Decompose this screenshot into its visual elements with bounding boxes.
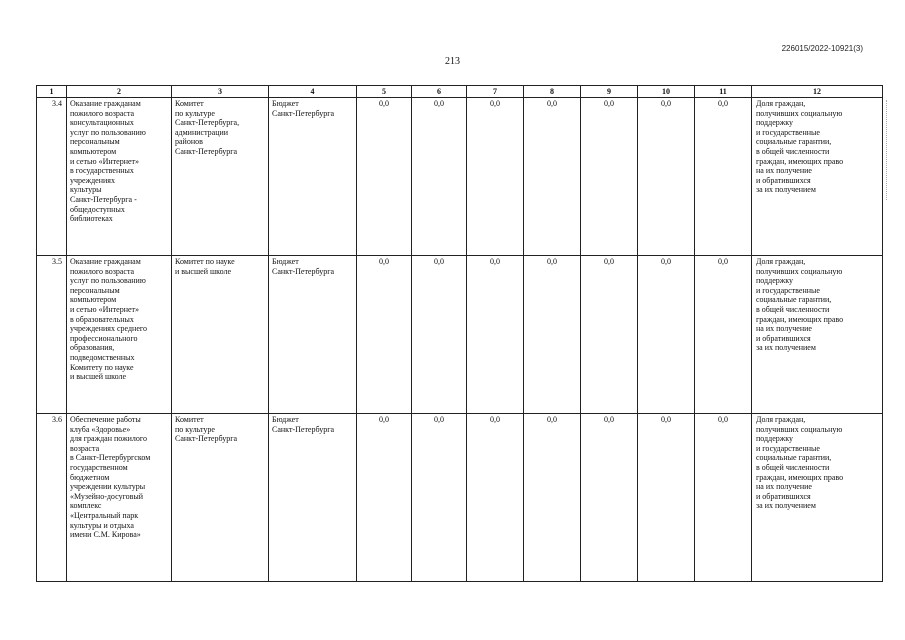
value-cell: 0,0 bbox=[581, 98, 638, 256]
value-cell: 0,0 bbox=[581, 256, 638, 414]
column-header: 3 bbox=[172, 86, 269, 98]
column-header: 5 bbox=[357, 86, 412, 98]
scan-margin-marks bbox=[884, 100, 887, 200]
value-cell: 0,0 bbox=[638, 414, 695, 582]
value-cell: 0,0 bbox=[524, 256, 581, 414]
executor-cell: Комитет по культуре Санкт-Петербурга, администрации районов Санкт-Петербурга bbox=[172, 98, 269, 256]
value-cell: 0,0 bbox=[581, 414, 638, 582]
column-header: 10 bbox=[638, 86, 695, 98]
value-cell: 0,0 bbox=[357, 414, 412, 582]
column-header: 12 bbox=[752, 86, 883, 98]
indicator-cell: Доля граждан, получивших социальную поддержку и государственные социальные гарантии, в общей численности граждан, имеющих право на их получение и обратившихся за их получением bbox=[752, 98, 883, 256]
value-cell: 0,0 bbox=[412, 98, 467, 256]
value-cell: 0,0 bbox=[638, 98, 695, 256]
funding-source-cell: Бюджет Санкт-Петербурга bbox=[269, 98, 357, 256]
indicator-cell: Доля граждан, получивших социальную поддержку и государственные социальные гарантии, в общей численности граждан, имеющих право на их получение и обратившихся за их получением bbox=[752, 256, 883, 414]
executor-cell: Комитет по науке и высшей школе bbox=[172, 256, 269, 414]
value-cell: 0,0 bbox=[524, 98, 581, 256]
measure-cell: Обеспечение работы клуба «Здоровье» для граждан пожилого возраста в Санкт-Петербургском государственном бюджетном учреждении культуры «Музейно-досуговый комплекс «Центральный парк культуры и отдыха имени С.М. Кирова» bbox=[67, 414, 172, 582]
column-header: 9 bbox=[581, 86, 638, 98]
measure-cell: Оказание гражданам пожилого возраста услуг по пользованию персональным компьютером и сетью «Интернет» в образовательных учреждениях среднего профессионального образования, подведомственных Комитету по науке и высшей школе bbox=[67, 256, 172, 414]
indicator-cell: Доля граждан, получивших социальную поддержку и государственные социальные гарантии, в общей численности граждан, имеющих право на их получение и обратившихся за их получением bbox=[752, 414, 883, 582]
column-header: 7 bbox=[467, 86, 524, 98]
column-header: 4 bbox=[269, 86, 357, 98]
column-header: 6 bbox=[412, 86, 467, 98]
value-cell: 0,0 bbox=[357, 98, 412, 256]
table-row bbox=[37, 414, 883, 582]
value-cell: 0,0 bbox=[467, 98, 524, 256]
row-number: 3.5 bbox=[37, 256, 67, 414]
table-row bbox=[37, 98, 883, 256]
value-cell: 0,0 bbox=[695, 414, 752, 582]
executor-cell: Комитет по культуре Санкт-Петербурга bbox=[172, 414, 269, 582]
row-number: 3.4 bbox=[37, 98, 67, 256]
value-cell: 0,0 bbox=[467, 256, 524, 414]
value-cell: 0,0 bbox=[412, 256, 467, 414]
column-header: 11 bbox=[695, 86, 752, 98]
column-header: 2 bbox=[67, 86, 172, 98]
measure-cell: Оказание гражданам пожилого возраста консультационных услуг по пользованию персональным компьютером и сетью «Интернет» в государственных учреждениях культуры Санкт-Петербурга - общедоступных библиотеках bbox=[67, 98, 172, 256]
column-header: 1 bbox=[37, 86, 67, 98]
row-number: 3.6 bbox=[37, 414, 67, 582]
value-cell: 0,0 bbox=[524, 414, 581, 582]
value-cell: 0,0 bbox=[412, 414, 467, 582]
value-cell: 0,0 bbox=[357, 256, 412, 414]
funding-source-cell: Бюджет Санкт-Петербурга bbox=[269, 414, 357, 582]
funding-source-cell: Бюджет Санкт-Петербурга bbox=[269, 256, 357, 414]
header-row bbox=[37, 86, 883, 98]
program-table bbox=[36, 85, 883, 582]
document-id: 226015/2022-10921(3) bbox=[781, 44, 863, 53]
page-number: 213 bbox=[445, 56, 460, 67]
value-cell: 0,0 bbox=[638, 256, 695, 414]
column-header: 8 bbox=[524, 86, 581, 98]
value-cell: 0,0 bbox=[695, 256, 752, 414]
value-cell: 0,0 bbox=[467, 414, 524, 582]
table-row bbox=[37, 256, 883, 414]
value-cell: 0,0 bbox=[695, 98, 752, 256]
